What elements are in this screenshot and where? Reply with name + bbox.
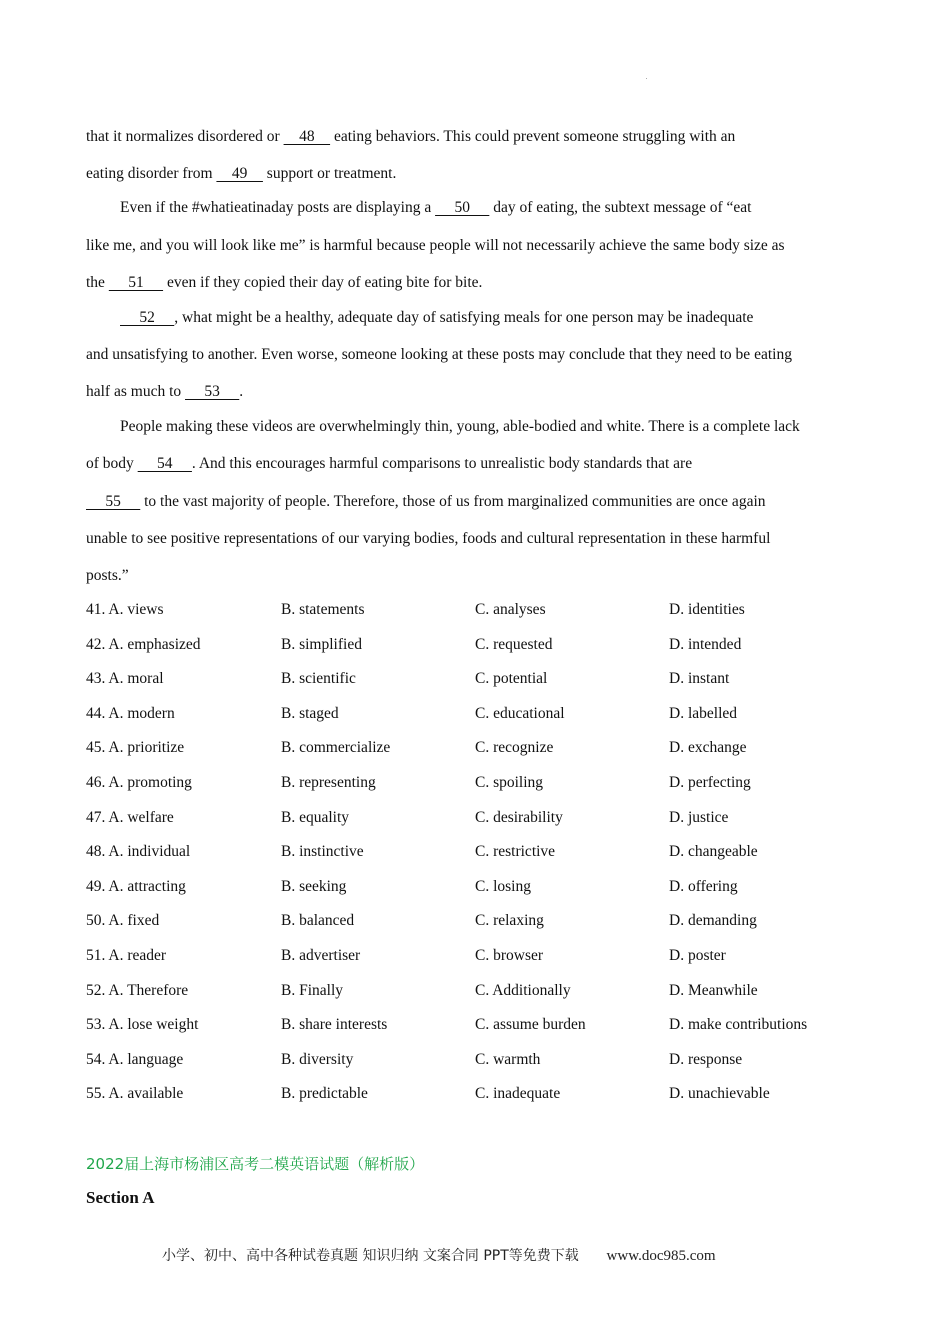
passage-text: to the vast majority of people. Therefore, those of us from marginalized communities are once again <box>140 493 766 510</box>
question-number: 53. <box>86 1016 106 1033</box>
question-48 <box>86 842 886 862</box>
option-d: D. changeable <box>669 843 758 860</box>
option-text: A. fixed <box>108 912 160 929</box>
option-d: D. justice <box>669 809 729 826</box>
question-54 <box>86 1050 886 1070</box>
passage-text: and unsatisfying to another. Even worse, someone looking at these posts may conclude that they need to be eating <box>86 346 792 363</box>
question-55 <box>86 1084 886 1104</box>
question-number: 48. <box>86 843 106 860</box>
passage-line <box>86 127 735 147</box>
question-42 <box>86 635 886 655</box>
question-46 <box>86 773 886 793</box>
option-c: C. warmth <box>475 1051 541 1068</box>
option-text: A. reader <box>108 947 167 964</box>
passage-line <box>86 566 129 586</box>
option-b: B. statements <box>281 601 365 618</box>
option-b: B. scientific <box>281 670 356 687</box>
blank-54: 54 <box>137 455 192 472</box>
question-41 <box>86 600 886 620</box>
option-a <box>86 738 184 758</box>
option-a <box>86 842 190 862</box>
passage-text: eating disorder from <box>86 165 217 182</box>
option-d: D. exchange <box>669 739 747 756</box>
question-43 <box>86 669 886 689</box>
option-c: C. inadequate <box>475 1085 561 1102</box>
option-text: A. language <box>108 1051 184 1068</box>
passage-text: unable to see positive representations of our varying bodies, foods and cultural representation in these harmful <box>86 530 771 547</box>
option-d: D. demanding <box>669 912 757 929</box>
option-a <box>86 911 159 931</box>
option-c: C. educational <box>475 705 565 722</box>
option-text: A. moral <box>108 670 164 687</box>
option-a <box>86 877 186 897</box>
option-text: A. individual <box>108 843 191 860</box>
question-number: 54. <box>86 1051 106 1068</box>
passage-text: the <box>86 274 109 291</box>
option-d: D. identities <box>669 601 745 618</box>
passage-text: even if they copied their day of eating bite for bite. <box>163 274 483 291</box>
option-text: A. attracting <box>108 878 186 895</box>
question-number: 42. <box>86 636 106 653</box>
footer-text: 小学、初中、高中各种试卷真题 知识归纳 文案合同 PPT等免费下载 <box>162 1248 579 1264</box>
option-a <box>86 946 166 966</box>
option-a <box>86 1050 183 1070</box>
passage-text: Even if the #whatieatinaday posts are displaying a <box>120 199 436 216</box>
option-text: A. prioritize <box>108 739 185 756</box>
option-b: B. commercialize <box>281 739 391 756</box>
option-a <box>86 704 175 724</box>
option-b: B. instinctive <box>281 843 364 860</box>
option-d: D. instant <box>669 670 730 687</box>
passage-text: half as much to <box>86 383 186 400</box>
option-a <box>86 669 164 689</box>
option-c: C. browser <box>475 947 544 964</box>
option-c: C. analyses <box>475 601 546 618</box>
option-c: C. potential <box>475 670 548 687</box>
question-number: 44. <box>86 705 106 722</box>
passage-line <box>86 454 692 474</box>
question-53 <box>86 1015 886 1035</box>
passage-text: support or treatment. <box>262 165 397 182</box>
question-number: 55. <box>86 1085 106 1102</box>
passage-line <box>86 273 482 293</box>
page-footer <box>162 1246 716 1266</box>
footer-url[interactable]: www.doc985.com <box>606 1248 716 1264</box>
passage-text: eating behaviors. This could prevent someone struggling with an <box>330 128 736 145</box>
question-number: 51. <box>86 947 106 964</box>
passage-line <box>86 345 792 365</box>
question-number: 49. <box>86 878 106 895</box>
question-number: 50. <box>86 912 106 929</box>
option-b: B. staged <box>281 705 339 722</box>
passage-line <box>86 417 800 437</box>
passage-text: day of eating, the subtext message of “eat <box>489 199 752 216</box>
passage-line <box>86 308 753 328</box>
question-number: 45. <box>86 739 106 756</box>
passage-text: . And this encourages harmful comparisons to unrealistic body standards that are <box>191 455 693 472</box>
passage-line <box>86 382 243 402</box>
question-number: 41. <box>86 601 106 618</box>
option-a <box>86 773 192 793</box>
question-45 <box>86 738 886 758</box>
blank-55: 55 <box>86 493 141 510</box>
option-d: D. poster <box>669 947 726 964</box>
option-a <box>86 1015 198 1035</box>
exam-title[interactable]: 2022届上海市杨浦区高考二模英语试题（解析版） <box>86 1155 425 1173</box>
blank-52: 52 <box>120 309 175 326</box>
blank-48: 48 <box>283 128 331 145</box>
question-44 <box>86 704 886 724</box>
option-a <box>86 600 164 620</box>
option-d: D. offering <box>669 878 738 895</box>
option-a <box>86 1084 183 1104</box>
blank-51: 51 <box>108 274 164 291</box>
passage-text: People making these videos are overwhelmingly thin, young, able-bodied and white. There is a complete lack <box>120 418 800 435</box>
option-b: B. diversity <box>281 1051 354 1068</box>
passage-text: . <box>239 383 244 400</box>
passage-text: posts.” <box>86 567 129 584</box>
section-title: Section A <box>86 1188 155 1207</box>
option-b: B. predictable <box>281 1085 368 1102</box>
passage-text: of body <box>86 455 138 472</box>
option-d: D. perfecting <box>669 774 751 791</box>
option-c: C. desirability <box>475 809 563 826</box>
passage-line <box>86 492 766 512</box>
passage-line <box>86 164 396 184</box>
option-d: D. Meanwhile <box>669 982 758 999</box>
option-a <box>86 635 201 655</box>
option-text: A. promoting <box>108 774 192 791</box>
option-c: C. requested <box>475 636 553 653</box>
option-text: A. views <box>108 601 164 618</box>
option-text: A. welfare <box>108 809 174 826</box>
passage-text: , what might be a healthy, adequate day of satisfying meals for one person may be inadequate <box>174 309 754 326</box>
question-47 <box>86 808 886 828</box>
question-number: 52. <box>86 982 106 999</box>
passage-line <box>86 529 770 549</box>
option-c: C. restrictive <box>475 843 556 860</box>
option-b: B. share interests <box>281 1016 388 1033</box>
question-52 <box>86 981 886 1001</box>
passage-text: that it normalizes disordered or <box>86 128 284 145</box>
option-a <box>86 981 188 1001</box>
option-text: A. available <box>108 1085 184 1102</box>
option-b: B. simplified <box>281 636 362 653</box>
blank-53: 53 <box>185 383 240 400</box>
blank-49: 49 <box>216 165 263 182</box>
option-d: D. response <box>669 1051 743 1068</box>
option-c: C. assume burden <box>475 1016 586 1033</box>
option-c: C. recognize <box>475 739 554 756</box>
option-c: C. Additionally <box>475 982 571 999</box>
option-d: D. labelled <box>669 705 738 722</box>
option-b: B. Finally <box>281 982 344 999</box>
option-a <box>86 808 174 828</box>
option-d: D. intended <box>669 636 742 653</box>
option-b: B. equality <box>281 809 350 826</box>
option-text: A. lose weight <box>108 1016 199 1033</box>
option-c: C. relaxing <box>475 912 544 929</box>
question-number: 46. <box>86 774 106 791</box>
option-text: A. Therefore <box>108 982 189 999</box>
question-51 <box>86 946 886 966</box>
option-c: C. spoiling <box>475 774 544 791</box>
option-b: B. advertiser <box>281 947 361 964</box>
option-text: A. modern <box>108 705 175 722</box>
question-number: 47. <box>86 809 106 826</box>
question-50 <box>86 911 886 931</box>
page-mark <box>646 78 647 79</box>
passage-text: like me, and you will look like me” is harmful because people will not necessarily achieve the same body size as <box>86 237 785 254</box>
passage-line <box>86 198 751 218</box>
question-number: 43. <box>86 670 106 687</box>
blank-50: 50 <box>435 199 490 216</box>
option-text: A. emphasized <box>108 636 201 653</box>
question-49 <box>86 877 886 897</box>
option-c: C. losing <box>475 878 531 895</box>
passage-line <box>86 236 785 256</box>
option-b: B. balanced <box>281 912 355 929</box>
option-b: B. seeking <box>281 878 347 895</box>
option-b: B. representing <box>281 774 376 791</box>
option-d: D. make contributions <box>669 1016 808 1033</box>
option-d: D. unachievable <box>669 1085 770 1102</box>
